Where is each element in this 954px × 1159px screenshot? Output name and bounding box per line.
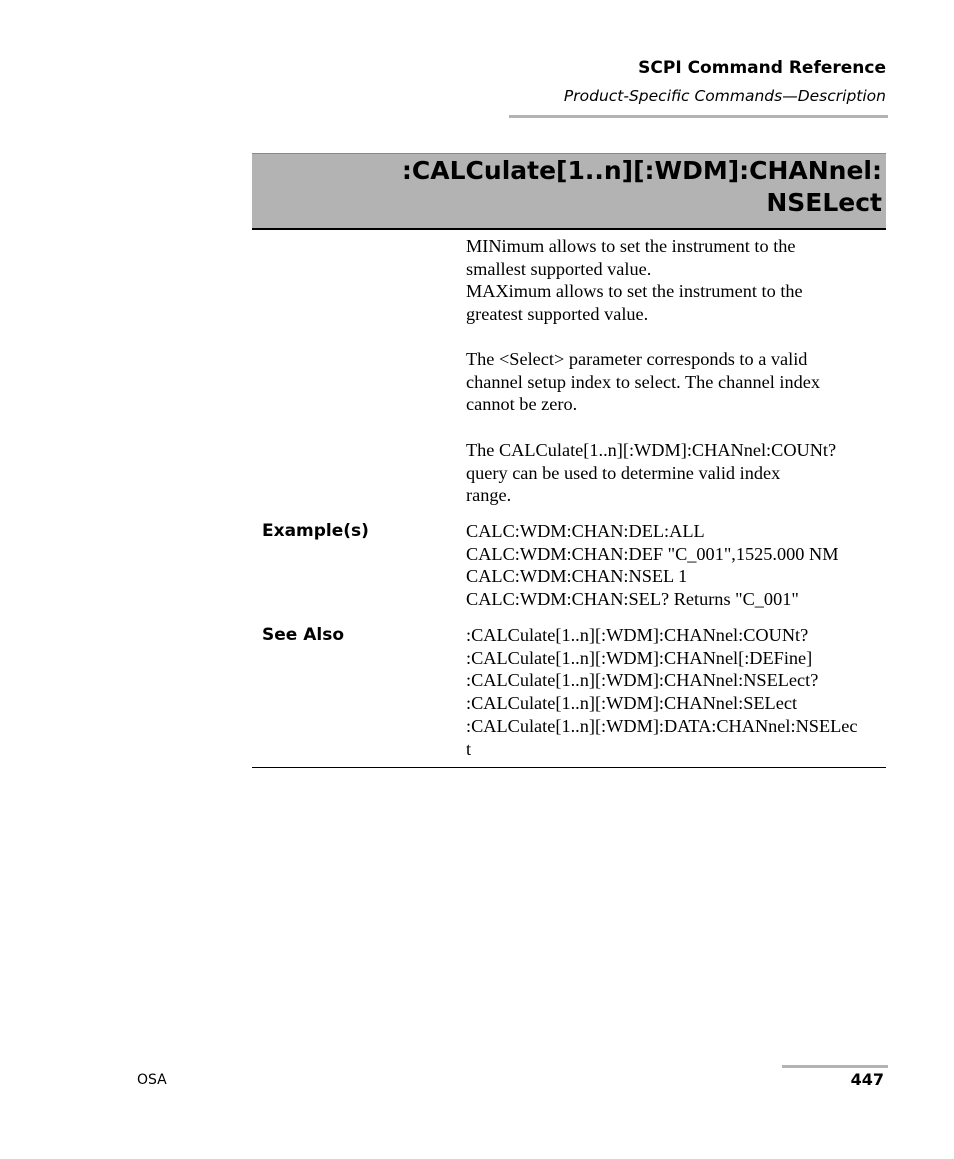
command-title-line-2: NSELect	[766, 188, 882, 217]
text-line: The <Select> parameter corresponds to a valid	[466, 349, 808, 369]
see-also-link[interactable]: :CALCulate[1..n][:WDM]:CHANnel:COUNt?	[466, 625, 809, 645]
text-line: MAXimum allows to set the instrument to the	[466, 281, 803, 302]
text-line: smallest supported value.	[466, 258, 652, 279]
see-also-link[interactable]: :CALCulate[1..n][:WDM]:CHANnel:SELect	[466, 693, 798, 714]
see-also-block	[466, 624, 886, 760]
see-also-label: See Also	[262, 625, 345, 645]
header-rule	[509, 115, 888, 118]
text-line: query can be used to determine valid index	[466, 462, 781, 483]
command-title-line-1: :CALCulate[1..n][:WDM]:CHANnel:	[401, 156, 882, 185]
description-paragraph-2	[466, 348, 886, 416]
description-paragraph-3	[466, 439, 886, 507]
text-line: range.	[466, 485, 512, 506]
examples-block	[466, 520, 886, 611]
text-line: MINimum allows to set the instrument to the	[466, 236, 796, 256]
command-title-box	[252, 153, 886, 230]
description-paragraph-1	[466, 235, 886, 326]
example-line: CALC:WDM:CHAN:DEF "C_001",1525.000 NM	[466, 543, 839, 564]
text-line: greatest supported value.	[466, 304, 649, 325]
table-bottom-rule	[252, 767, 886, 768]
see-also-link[interactable]: :CALCulate[1..n][:WDM]:DATA:CHANnel:NSELec	[466, 715, 858, 736]
footer-rule	[782, 1065, 888, 1068]
see-also-link[interactable]: :CALCulate[1..n][:WDM]:CHANnel[:DEFine]	[466, 647, 813, 668]
example-line: CALC:WDM:CHAN:DEL:ALL	[466, 521, 705, 541]
page-number: 447	[850, 1070, 884, 1089]
see-also-link-continuation[interactable]: t	[466, 738, 472, 759]
text-line: The CALCulate[1..n][:WDM]:CHANnel:COUNt?	[466, 440, 837, 460]
example-line: CALC:WDM:CHAN:SEL? Returns "C_001"	[466, 589, 799, 610]
see-also-link[interactable]: :CALCulate[1..n][:WDM]:CHANnel:NSELect?	[466, 670, 819, 691]
header-subtitle: Product-Specific Commands—Description	[563, 87, 886, 105]
examples-label: Example(s)	[262, 521, 369, 541]
text-line: cannot be zero.	[466, 394, 578, 415]
text-line: channel setup index to select. The channel index	[466, 371, 820, 392]
header-title: SCPI Command Reference	[638, 58, 886, 78]
footer-product: OSA	[137, 1072, 167, 1088]
example-line: CALC:WDM:CHAN:NSEL 1	[466, 566, 688, 587]
